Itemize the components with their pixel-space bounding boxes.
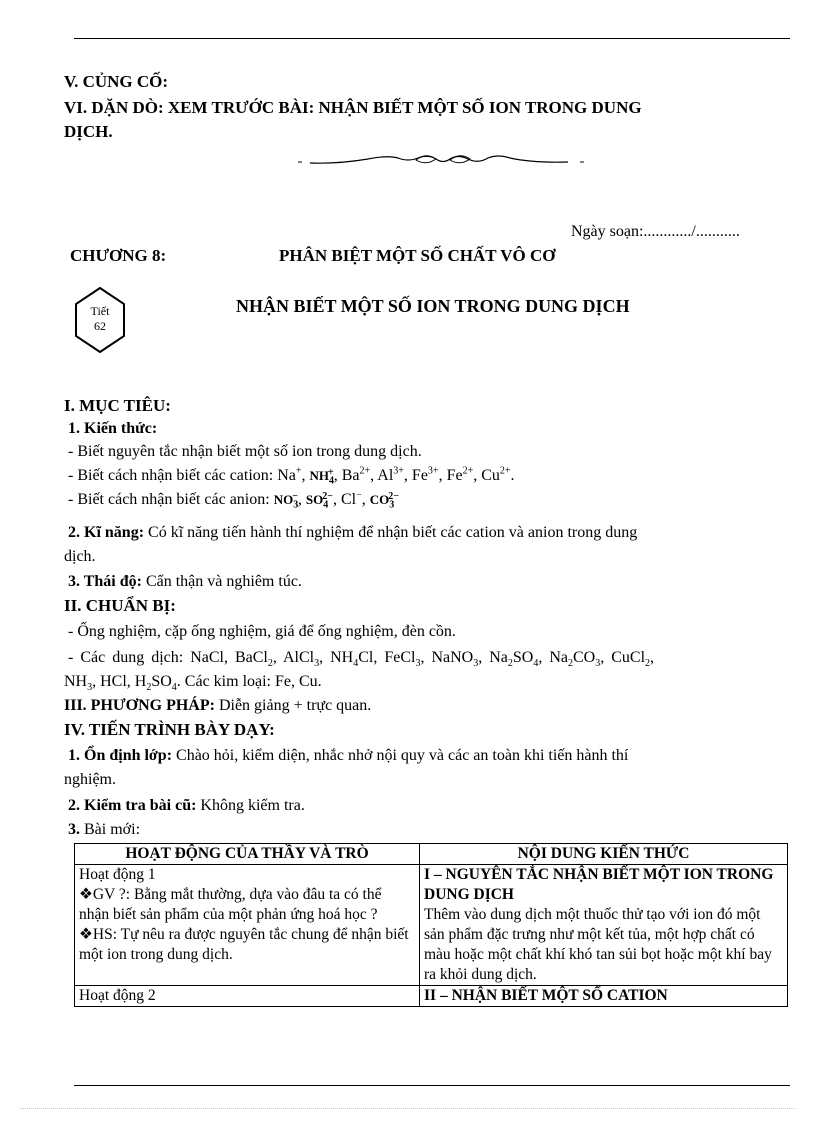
attitude-label: 3. Thái độ: bbox=[68, 573, 142, 590]
table-row bbox=[75, 865, 788, 986]
preparation-item-1: - Ống nghiệm, cặp ống nghiệm, giá để ống nghiệm, đèn cồn. bbox=[68, 623, 456, 640]
method-line bbox=[64, 696, 371, 716]
content-1-title: I – NGUYÊN TẮC NHẬN BIẾT MỘT ION TRONG DUNG DỊCH bbox=[424, 866, 774, 903]
preparation-item-3: $NH_3$, HCl, $H_2SO_4$. Các kim loại: Fe, Cu. bbox=[64, 673, 322, 694]
lesson-badge-line1: Tiết bbox=[90, 304, 110, 318]
date-prepared: Ngày soạn:............/........... bbox=[571, 223, 740, 240]
top-rule bbox=[74, 38, 790, 39]
section-v: V. CỦNG CỐ: bbox=[64, 72, 169, 91]
objectives-heading: I. MỤC TIÊU: bbox=[64, 396, 171, 415]
process-step-3-label: 3. bbox=[68, 821, 80, 838]
attitude-text: Cẩn thận và nghiêm túc. bbox=[141, 573, 302, 590]
process-heading: IV. TIẾN TRÌNH BÀY DẠY: bbox=[64, 720, 275, 739]
preparation-item-2-prefix: - Các dung dịch: bbox=[68, 649, 184, 666]
method-text: Diễn giảng + trực quan. bbox=[214, 697, 372, 714]
table-header-right: NỘI DUNG KIẾN THỨC bbox=[420, 844, 788, 865]
knowledge-item-2-prefix: - Biết cách nhận biết các cation: Na bbox=[68, 467, 296, 484]
attitude-line bbox=[68, 572, 302, 592]
activity-1-gv: ❖GV ?: Bằng mắt thường, dựa vào đâu ta có thể nhận biết sản phẩm của một phản ứng hoá học ? bbox=[79, 886, 382, 923]
lesson-title: NHẬN BIẾT MỘT SỐ ION TRONG DUNG DỊCH bbox=[236, 296, 630, 316]
method-label: III. PHƯƠNG PHÁP: bbox=[64, 697, 215, 714]
activity-1-title: Hoạt động 1 bbox=[79, 866, 156, 883]
activity-1-hs: ❖HS: Tự nêu ra được nguyên tắc chung để nhận biết một ion trong dung dịch. bbox=[79, 926, 409, 963]
content-1-text: Thêm vào dung dịch một thuốc thử tạo với ion đó một sản phẩm đặc trưng như một kết tủa, một hợp chất có màu hoặc một chất khí khó tan sủi bọt hoặc một khí bay ra khỏi dung dịch. bbox=[424, 906, 772, 983]
skills-line1 bbox=[68, 523, 637, 543]
process-step-1-label: 1. Ổn định lớp: bbox=[68, 747, 173, 764]
table-cell-content-2: II – NHẬN BIẾT MỘT SỐ CATION bbox=[420, 986, 788, 1007]
table-row bbox=[75, 986, 788, 1007]
bottom-rule bbox=[74, 1085, 790, 1086]
knowledge-item-1: - Biết nguyên tắc nhận biết một số ion trong dung dịch. bbox=[68, 443, 422, 460]
table-cell-activity-1 bbox=[75, 865, 420, 986]
knowledge-item-2: - Biết cách nhận biết các cation: Na+, $NH_4^+$, $Ba^{2+}$, $Al^{3+}$, $Fe^{3+}$, $Fe^{2+}$, $Cu^{2+}$. bbox=[68, 465, 515, 487]
knowledge-label-text: 1. Kiến thức: bbox=[68, 420, 158, 437]
skills-line2: dịch. bbox=[64, 548, 96, 565]
knowledge-item-3-prefix: - Biết cách nhận biết các anion: bbox=[68, 491, 270, 508]
process-step-3-text: Bài mới: bbox=[80, 821, 141, 838]
table-header-row bbox=[75, 844, 788, 865]
chapter-title: PHÂN BIỆT MỘT SỐ CHẤT VÔ CƠ bbox=[279, 246, 556, 265]
process-step-1 bbox=[68, 746, 628, 766]
table-cell-activity-2: Hoạt động 2 bbox=[75, 986, 420, 1007]
process-step-3 bbox=[68, 820, 140, 840]
process-step-1-text: Chào hỏi, kiểm diện, nhắc nhở nội quy và các an toàn khi tiến hành thí bbox=[172, 747, 629, 764]
section-vi-line1: VI. DẶN DÒ: XEM TRƯỚC BÀI: NHẬN BIẾT MỘT SỐ ION TRONG DUNG bbox=[64, 98, 642, 117]
ornament-divider bbox=[298, 150, 588, 172]
preparation-item-3-suffix: . Các kim loại: Fe, Cu. bbox=[176, 673, 322, 690]
section-vi-line2: DỊCH. bbox=[64, 122, 113, 141]
lesson-plan-table bbox=[74, 843, 788, 1007]
process-step-2-label: 2. Kiểm tra bài cũ: bbox=[68, 797, 197, 814]
preparation-item-2: - Các dung dịch: NaCl, BaCl$_2$, AlCl$_3$, $NH_4Cl$, FeCl$_3$, NaNO$_3$, $Na_2SO_4$, $Na_2CO_3$, CuCl$_2$, bbox=[68, 649, 655, 670]
knowledge-item-3: - Biết cách nhận biết các anion: $NO_3^-$, $SO_4^{2-}$, Cl−, $CO_3^{2-}$ bbox=[68, 489, 399, 511]
process-step-1-cont: nghiệm. bbox=[64, 771, 116, 788]
skills-label: 2. Kĩ năng: bbox=[68, 524, 145, 541]
preparation-heading: II. CHUẨN BỊ: bbox=[64, 596, 176, 615]
knowledge-label bbox=[68, 419, 157, 439]
process-step-2-text: Không kiểm tra. bbox=[196, 797, 305, 814]
chapter-label: CHƯƠNG 8: bbox=[70, 246, 167, 265]
lesson-badge bbox=[74, 286, 126, 354]
skills-text-1: Có kĩ năng tiến hành thí nghiệm để nhận biết các cation và anion trong dung bbox=[144, 524, 638, 541]
table-header-left: HOẠT ĐỘNG CỦA THẦY VÀ TRÒ bbox=[75, 844, 420, 865]
table-cell-content-1 bbox=[420, 865, 788, 986]
process-step-2 bbox=[68, 796, 305, 816]
lesson-badge-line2: 62 bbox=[94, 319, 106, 333]
page-edge bbox=[20, 1108, 796, 1109]
